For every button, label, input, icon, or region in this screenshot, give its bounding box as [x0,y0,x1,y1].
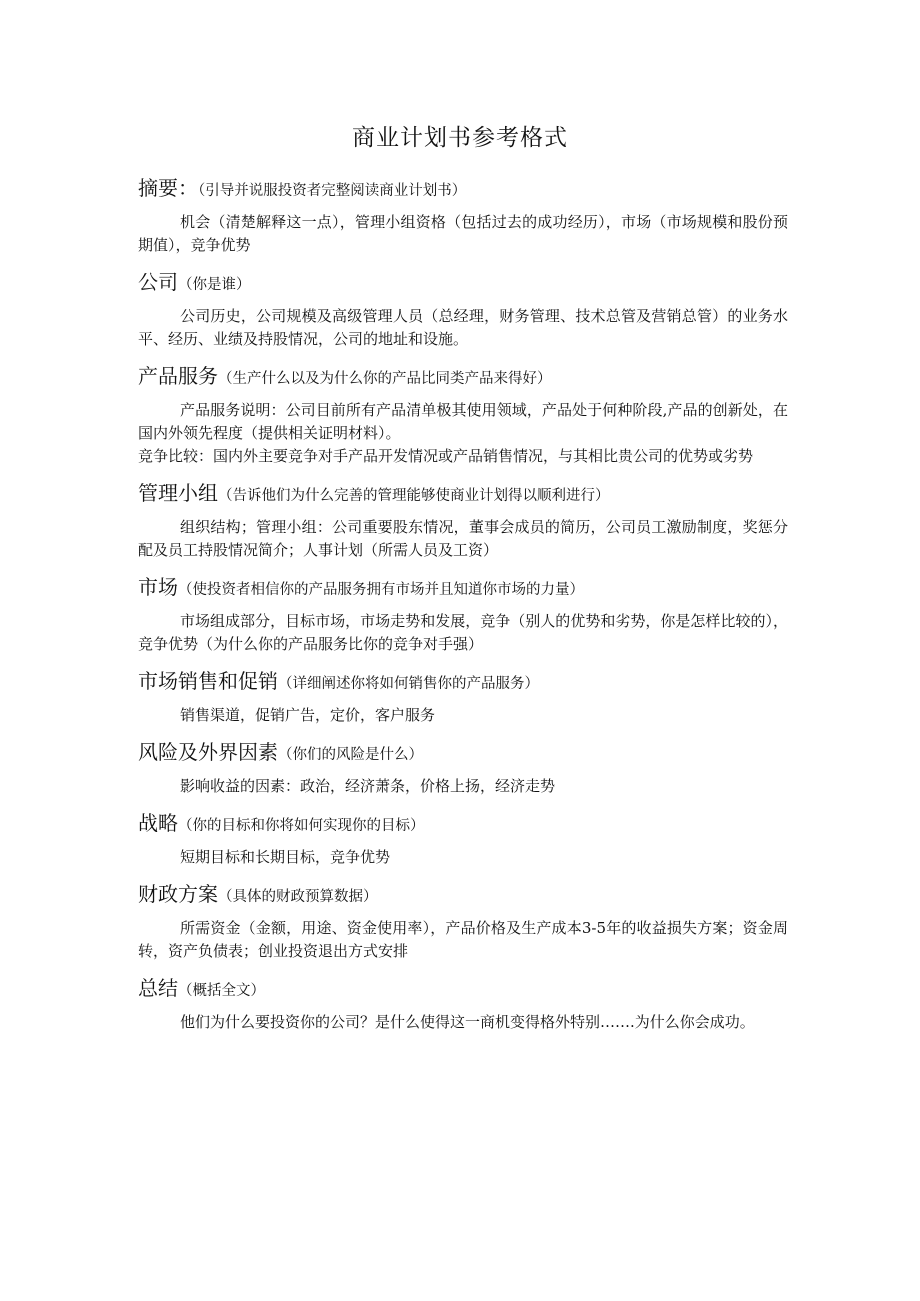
section-heading [138,479,788,510]
section-note: （具体的财政预算数据） [218,889,378,905]
section-products [138,362,788,468]
section-paragraph: 竞争比较：国内外主要竞争对手产品开发情况或产品销售情况，与其相比贵公司的优势或劣势 [138,447,754,465]
section-title: 战略 [138,811,178,835]
section-heading [138,573,788,604]
section-paragraph: 短期目标和长期目标，竞争优势 [180,848,391,866]
section-title: 摘要： [138,176,198,200]
section-summary [138,174,788,257]
section-title: 风险及外界因素 [138,740,278,764]
section-note: （告诉他们为什么完善的管理能够使商业计划得以顺利进行） [218,488,610,504]
section-heading [138,667,788,698]
section-market [138,573,788,656]
section-title: 管理小组 [138,481,218,505]
section-heading [138,974,788,1005]
section-heading [138,738,788,769]
section-risks [138,738,788,798]
section-paragraph: 市场组成部分，目标市场，市场走势和发展，竞争（别人的优势和劣势，你是怎样比较的），竞争优势（为什么你的产品服务比你的竞争对手强） [138,612,788,653]
section-paragraph: 组织结构；管理小组：公司重要股东情况，董事会成员的简历，公司员工激励制度，奖惩分配及员工持股情况简介；人事计划（所需人员及工资） [138,518,788,559]
section-note: （你的目标和你将如何实现你的目标） [178,818,425,834]
document-body [138,174,788,1034]
section-paragraph: 他们为什么要投资你的公司？是什么使得这一商机变得格外特别…….为什么你会成功。 [180,1013,755,1031]
section-sales [138,667,788,727]
section-note: （使投资者相信你的产品服务拥有市场并且知道你市场的力量） [178,582,584,598]
section-note: （你是谁） [178,277,251,293]
section-finance [138,880,788,963]
section-paragraph: 影响收益的因素：政治，经济萧条，价格上扬，经济走势 [180,777,556,795]
section-paragraph: 所需资金（金额，用途、资金使用率），产品价格及生产成本3-5年的收益损失方案；资金周转，资产负债表；创业投资退出方式安排 [138,919,788,960]
document-title: 商业计划书参考格式 [352,125,568,151]
section-paragraph: 产品服务说明：公司目前所有产品清单极其使用领域，产品处于何种阶段,产品的创新处，在国内外领先程度（提供相关证明材料）。 [138,401,788,442]
section-heading [138,809,788,840]
section-note: （引导并说服投资者完整阅读商业计划书） [198,183,467,199]
section-note: （详细阐述你将如何销售你的产品服务） [278,676,539,692]
section-note: （概括全文） [178,983,265,999]
section-strategy [138,809,788,869]
section-heading [138,174,788,205]
section-paragraph: 销售渠道，促销广告，定价，客户服务 [180,706,436,724]
section-conclusion [138,974,788,1034]
section-company [138,268,788,351]
section-management [138,479,788,562]
section-title: 产品服务 [138,364,218,388]
section-note: （你们的风险是什么） [278,747,423,763]
section-heading [138,268,788,299]
section-paragraph: 公司历史，公司规模及高级管理人员（总经理，财务管理、技术总管及营销总管）的业务水平、经历、业绩及持股情况，公司的地址和设施。 [138,307,788,348]
section-title: 总结 [138,976,178,1000]
section-title: 市场销售和促销 [138,669,278,693]
section-title: 市场 [138,575,178,599]
section-paragraph: 机会（清楚解释这一点），管理小组资格（包括过去的成功经历），市场（市场规模和股份预期值），竞争优势 [138,213,788,254]
section-heading [138,880,788,911]
section-title: 公司 [138,270,178,294]
section-title: 财政方案 [138,882,218,906]
section-note: （生产什么以及为什么你的产品比同类产品来得好） [218,371,552,387]
section-heading [138,362,788,393]
